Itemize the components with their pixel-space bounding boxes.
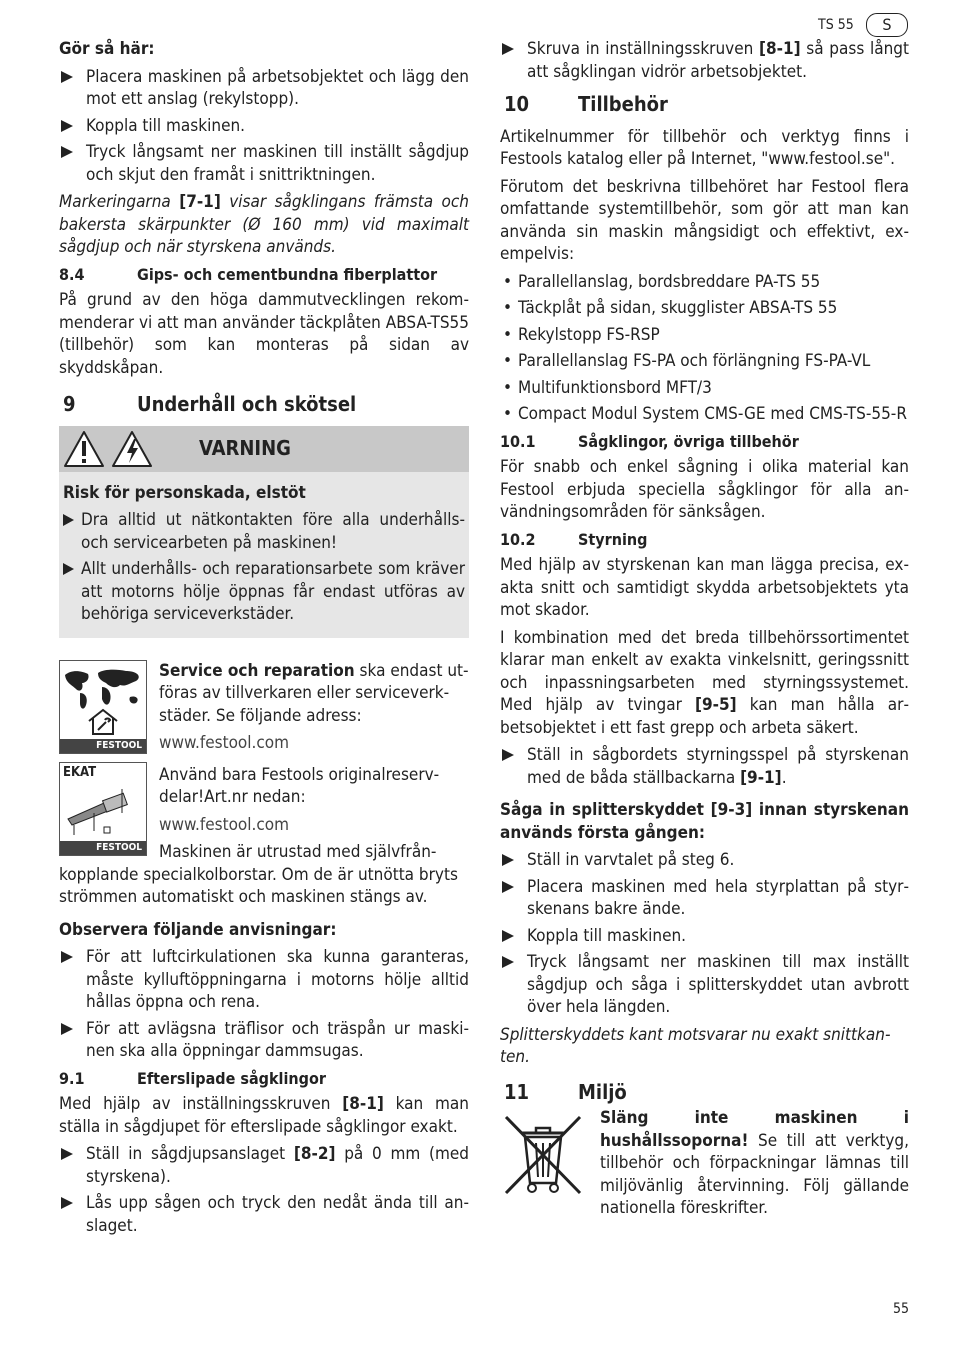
list-item: Allt underhålls- och reparationsarbete som kräver att motorns hölje öppnas får endast utföras av behöriga serviceverkstäder.: [63, 558, 465, 626]
list-item: • Multifunktionsbord MFT/3: [503, 377, 712, 398]
service-text: Service och reparation ska endast utföras av tillverkaren eller serviceverkstäder. Se följande adress:: [159, 660, 469, 726]
list-item: • Compact Modul System CMS-GE med CMS-TS-55-R: [503, 404, 907, 424]
section-10-heading: 10 Tillbehör: [504, 92, 668, 116]
list-item: För att avlägsna träflisor och träspån ur maskinen ska alla öppningar dammsugas.: [59, 1018, 469, 1063]
section-8-4-text: På grund av den höga dammutvecklingen rekommenderar vi att man använder täckplåten ABSA-TS55 (tillbehör) som kan monteras på sidan av skyddskåpan.: [59, 290, 469, 378]
right-column: [500, 38, 909, 1225]
intro-heading: Gör så här:: [59, 39, 155, 59]
arrow-bullet-icon: [61, 1148, 73, 1160]
bullet-icon: •: [503, 324, 513, 345]
arrow-bullet-icon: [502, 749, 514, 761]
section-10-p1: Artikelnummer för tillbehör och verktyg finns i Festools katalog eller på Internet, "www.festool.se".: [500, 126, 909, 169]
environment-block: [500, 1107, 909, 1220]
left-column: [59, 38, 469, 1242]
section-9-1-heading: 9.1 Efterslipade sågklingor: [59, 1068, 326, 1088]
list-item: Ställ in sågdjupsanslaget [8-2] på 0 mm (med styrskena).: [59, 1143, 469, 1188]
section-9-1-text: Med hjälp av inställningsskruven [8-1] kan man ställa in sågdjupet för efterslipade sågklingor exakt.: [59, 1094, 469, 1137]
section-9-heading: 9 Underhåll och skötsel: [63, 392, 357, 416]
crossed-bin-icon: [500, 1111, 586, 1197]
bullet-icon: •: [503, 298, 513, 318]
splitter-heading: Såga in splitterskyddet [9-3] innan styrskenan används första gången:: [500, 800, 909, 843]
bullet-icon: •: [503, 271, 513, 292]
warning-triangle-icon: [63, 430, 105, 468]
list-item: • Täckplåt på sidan, skugglister ABSA-TS 55: [503, 298, 838, 318]
ekat-label: EKAT: [63, 764, 97, 780]
section-10-1-text: För snabb och enkel sågning i olika material kan Festool erbjuda speciella sågklingor för alla användningsområden för sänksågen.: [500, 457, 909, 522]
screw-step: [500, 38, 909, 83]
festool-logo: FESTOOL: [60, 739, 146, 753]
arrow-bullet-icon: [502, 930, 514, 942]
section-11-heading: 11 Miljö: [504, 1079, 627, 1104]
list-item: För att luftcirkulationen ska kunna garanteras, måste kylluftöppningarna i motorns hölje alltid hållas öppna och rena.: [59, 946, 469, 1014]
arrow-bullet-icon: [61, 951, 73, 963]
list-item: Ställ in sågbordets styrningsspel på styrskenan med de båda ställbackarna [9-1].: [500, 744, 909, 789]
page-number: 55: [893, 1301, 910, 1317]
carbon-brush-text: Maskinen är utrustad med självfrånkopplande specialkolborstar. Om de är utnötta bryts strömmen automatiskt och maskinen stängs av.: [59, 842, 458, 907]
section-10-p2: Förutom det beskrivna tillbehöret har Festool flera omfattande systemtillbehör, som gör att man kan använda sin maskin mångsidigt och effektivt, exempelvis:: [500, 176, 909, 264]
list-item: Ställ in varvtalet på steg 6.: [500, 849, 909, 872]
splitter-steps: [500, 849, 909, 1019]
arrow-bullet-icon: [502, 956, 514, 968]
arrow-bullet-icon: [63, 563, 74, 575]
list-item: Koppla till maskinen.: [500, 925, 909, 948]
list-item: Placera maskinen med hela styrplattan på styrskenans bakre ände.: [500, 876, 909, 921]
arrow-bullet-icon: [61, 1023, 73, 1035]
list-item: Dra alltid ut nätkontakten före alla underhålls- och servicearbeten på maskinen!: [63, 509, 465, 554]
arrow-bullet-icon: [61, 146, 73, 158]
arrow-bullet-icon: [61, 120, 73, 132]
electric-shock-icon: [111, 430, 153, 468]
list-item: Placera maskinen på arbetsobjektet och lägg den mot ett anslag (rekylstopp).: [59, 66, 469, 111]
section-9-1-steps: [59, 1143, 469, 1237]
service-link[interactable]: www.festool.com: [159, 733, 290, 753]
bullet-icon: •: [503, 404, 513, 424]
service-image: [59, 660, 147, 754]
list-item: • Parallellanslag, bordsbreddare PA-TS 55: [503, 271, 821, 292]
warning-title: VARNING: [199, 436, 291, 461]
accessory-list: [500, 271, 909, 426]
list-item: Lås upp sågen och tryck den nedåt ända till anslaget.: [59, 1192, 469, 1237]
intro-steps: [59, 66, 469, 187]
arrow-bullet-icon: [61, 71, 73, 83]
list-item: Skruva in inställningsskruven [8-1] så pass långt att sågklingan vidrör arbetsobjektet.: [500, 38, 909, 83]
observe-heading: Observera följande anvisningar:: [59, 919, 337, 940]
spare-parts-text: Använd bara Festools originalreservdelar!Art.nr nedan:: [159, 764, 440, 807]
service-house-icon: [86, 707, 120, 737]
list-item: • Parallellanslag FS-PA och förlängning FS-PA-VL: [503, 351, 871, 371]
section-10-2-p2: I kombination med det breda tillbehörssortimentet klarar man enkelt av exakta vinkelsnitt, geringssnitt och inpassningsarbeten med styrningssystemet. Med hjälp av tvingar [9-5] kan man hålla arbetsobjektet i ett fast grepp och arbeta säkert.: [500, 627, 909, 738]
observe-items: [59, 946, 469, 1063]
list-item: Tryck långsamt ner maskinen till inställt sågdjup och skjut den framåt i snittriktningen.: [59, 141, 469, 186]
environment-text: Släng inte maskinen i hushållssoporna! Se till att verktyg, tillbehör och förpackningar lämnas till miljövänlig återvinning. Följ gällande nationella föreskrifter.: [600, 1108, 909, 1218]
list-item: • Rekylstopp FS-RSP: [503, 324, 660, 345]
spare-parts-link[interactable]: www.festool.com: [159, 814, 290, 835]
section-10-2-p1: Med hjälp av styrskenan kan man lägga precisa, exakta snitt och samtidigt skydda arbetsobjektets yta mot skador.: [500, 555, 909, 620]
language-badge: S: [866, 13, 908, 37]
service-block: [59, 660, 469, 909]
section-10-2-steps: [500, 744, 909, 789]
spare-parts-image: [59, 762, 147, 856]
arrow-bullet-icon: [502, 881, 514, 893]
arrow-bullet-icon: [61, 1197, 73, 1209]
list-item: Tryck långsamt ner maskinen till max inställt sågdjup och såga i splitterskyddet utan avbrott över hela längden.: [500, 951, 909, 1019]
warning-box: [59, 426, 469, 638]
arrow-bullet-icon: [502, 43, 514, 55]
spare-parts-drawing-icon: [64, 783, 144, 839]
splitter-note: Splitterskyddets kant motsvarar nu exakt snittkanten.: [500, 1024, 891, 1067]
warning-items: [63, 509, 465, 626]
arrow-bullet-icon: [63, 514, 74, 526]
section-8-4-heading: 8.4 Gips- och cementbundna fiberplattor: [59, 264, 438, 284]
bullet-icon: •: [503, 351, 513, 371]
section-10-1-heading: 10.1 Sågklingor, övriga tillbehör: [500, 431, 799, 451]
arrow-bullet-icon: [502, 854, 514, 866]
header-model: TS 55: [818, 17, 854, 33]
list-item: Koppla till maskinen.: [59, 115, 469, 138]
section-10-2-heading: 10.2 Styrning: [500, 529, 648, 549]
marking-note: Markeringarna [7-1] visar sågklingans främsta och bakersta skärpunkter (Ø 160 mm) vid maximalt sågdjup och när styrskena används.: [59, 192, 469, 257]
festool-logo: FESTOOL: [60, 841, 146, 855]
bullet-icon: •: [503, 377, 513, 398]
warning-subtitle: Risk för personskada, elstöt: [63, 482, 306, 503]
